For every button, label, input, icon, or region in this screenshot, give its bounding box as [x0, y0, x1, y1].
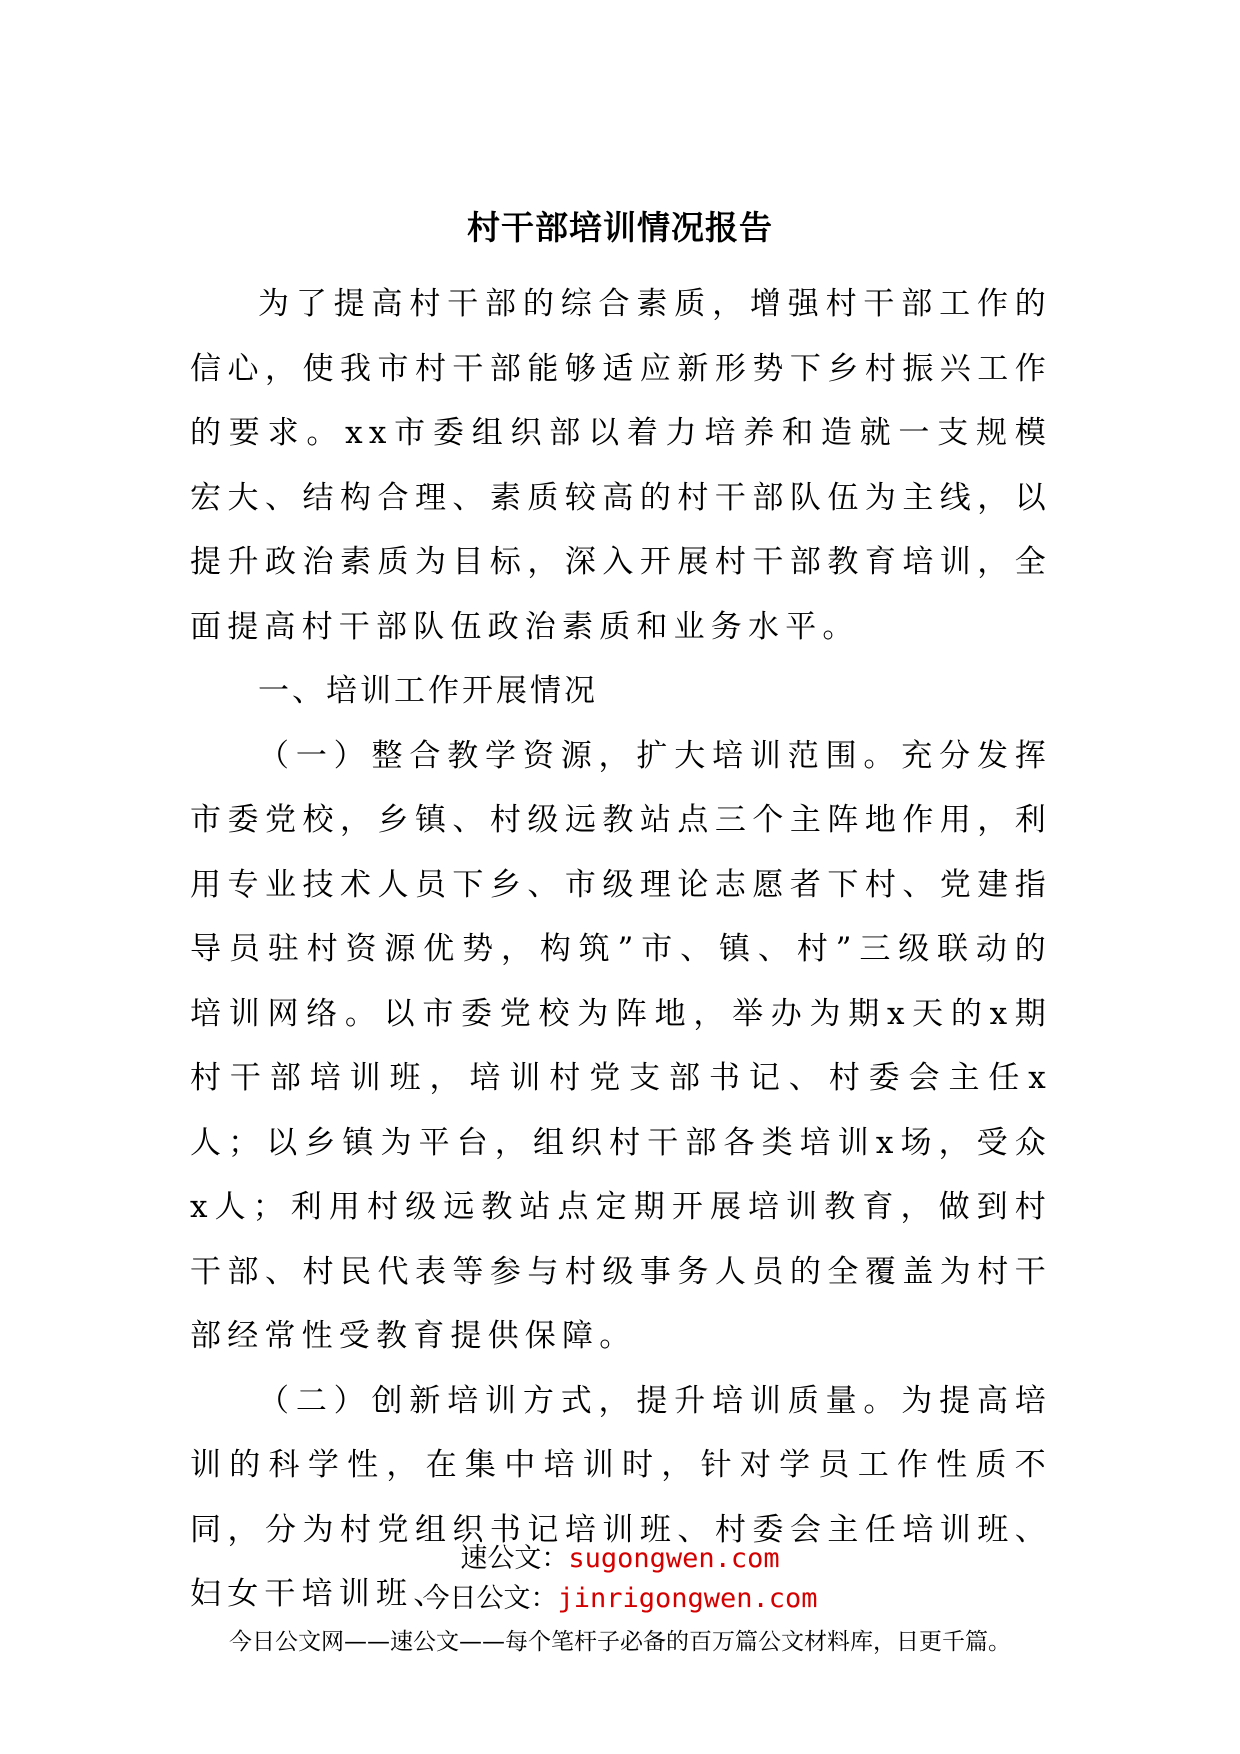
subsection-1-paragraph: （一）整合教学资源，扩大培训范围。充分发挥市委党校，乡镇、村级远教站点三个主阵地作用，利用专业技术人员下乡、市级理论志愿者下村、党建指导员驻村资源优势，构筑”市、镇、村”三级联动的培训网络。以市委党校为阵地，举办为期x天的x期村干部培训班，培训村党支部书记、村委会主任x人；以乡镇为平台，组织村干部各类培训x场，受众x人；利用村级远教站点定期开展培训教育，做到村干部、村民代表等参与村级事务人员的全覆盖为村干部经常性受教育提供保障。: [190, 737, 1052, 1354]
document-title: 村干部培训情况报告: [467, 208, 773, 247]
footer-label-sugongwen: 速公文：: [460, 1543, 569, 1574]
subsection-2-paragraph: （二）创新培训方式，提升培训质量。为提高培训的科学性，在集中培训时，针对学员工作性质不同，分为村党组织书记培训班、村委会主任培训班、妇女干培训班、: [190, 1382, 1052, 1612]
footer-link-sugongwen[interactable]: sugongwen.com: [568, 1543, 780, 1574]
intro-paragraph: 为了提高村干部的综合素质，增强村干部工作的信心，使我市村干部能够适应新形势下乡村振兴工作的要求。xx市委组织部以着力培养和造就一支规模宏大、结构合理、素质较高的村干部队伍为主线，以提升政治素质为目标，深入开展村干部教育培训，全面提高村干部队伍政治素质和业务水平。: [190, 286, 1052, 645]
footer-jinrigongwen: [0, 1581, 1240, 1617]
footer-label-jinrigongwen: 今日公文：: [422, 1583, 558, 1614]
footer-sugongwen: [0, 1541, 1240, 1577]
footer-link-jinrigongwen[interactable]: jinrigongwen.com: [557, 1583, 818, 1614]
section-heading: 一、培训工作开展情况: [258, 673, 598, 709]
footer-slogan: 今日公文网——速公文——每个笔杆子必备的百万篇公文材料库，日更千篇。: [229, 1629, 1011, 1655]
document-body: [190, 272, 1052, 1627]
